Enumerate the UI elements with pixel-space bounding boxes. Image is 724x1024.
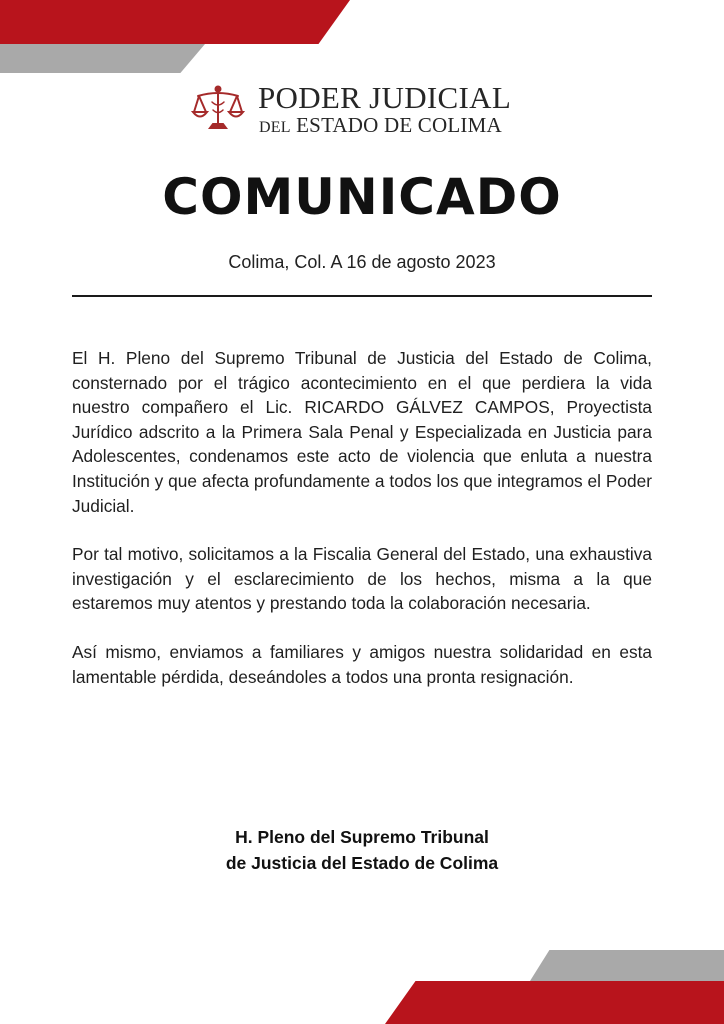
signature-line: H. Pleno del Supremo Tribunal [235,827,489,847]
top-gray-band [0,44,205,73]
institution-logo [190,80,530,136]
logo-subtitle-main: ESTADO DE COLIMA [296,113,502,137]
paragraph: Por tal motivo, solicitamos a la Fiscalia General del Estado, una exhaustiva investigación y el esclarecimiento de los hechos, misma a la que estaremos muy atentos y prestando toda la colaboración necesaria. [72,544,652,614]
signature-line: de Justicia del Estado de Colima [225,853,499,873]
signature-block [0,824,724,876]
divider [72,295,652,297]
paragraph: Así mismo, enviamos a familiares y amigos nuestra solidaridad en esta lamentable pérdida, deseándoles a todos una pronta resignación. [72,641,652,687]
logo-title: PODER JUDICIAL [258,80,512,115]
page-title: COMUNICADO [162,168,562,226]
bottom-red-band [385,981,724,1024]
scales-of-justice-icon [190,84,246,134]
statement-body [72,346,652,713]
date-line: Colima, Col. A 16 de agosto 2023 [228,252,496,272]
bottom-gray-band [530,950,724,981]
paragraph: El H. Pleno del Supremo Tribunal de Justicia del Estado de Colima, consternado por el trágico acontecimiento en el que perdiera la vida nuestro compañero el Lic. RICARDO GÁLVEZ CAMPOS, Proyectista Jurídico adscrito a la Primera Sala Penal y Especializada en Justicia para Adolescentes, condenamos este acto de violencia que enluta a nuestra Institución y que afecta profundamente a todos los que integramos el Poder Judicial. [72,348,652,516]
top-red-band [0,0,350,44]
logo-subtitle-prefix: DEL [259,119,291,136]
logo-subtitle [259,113,502,138]
